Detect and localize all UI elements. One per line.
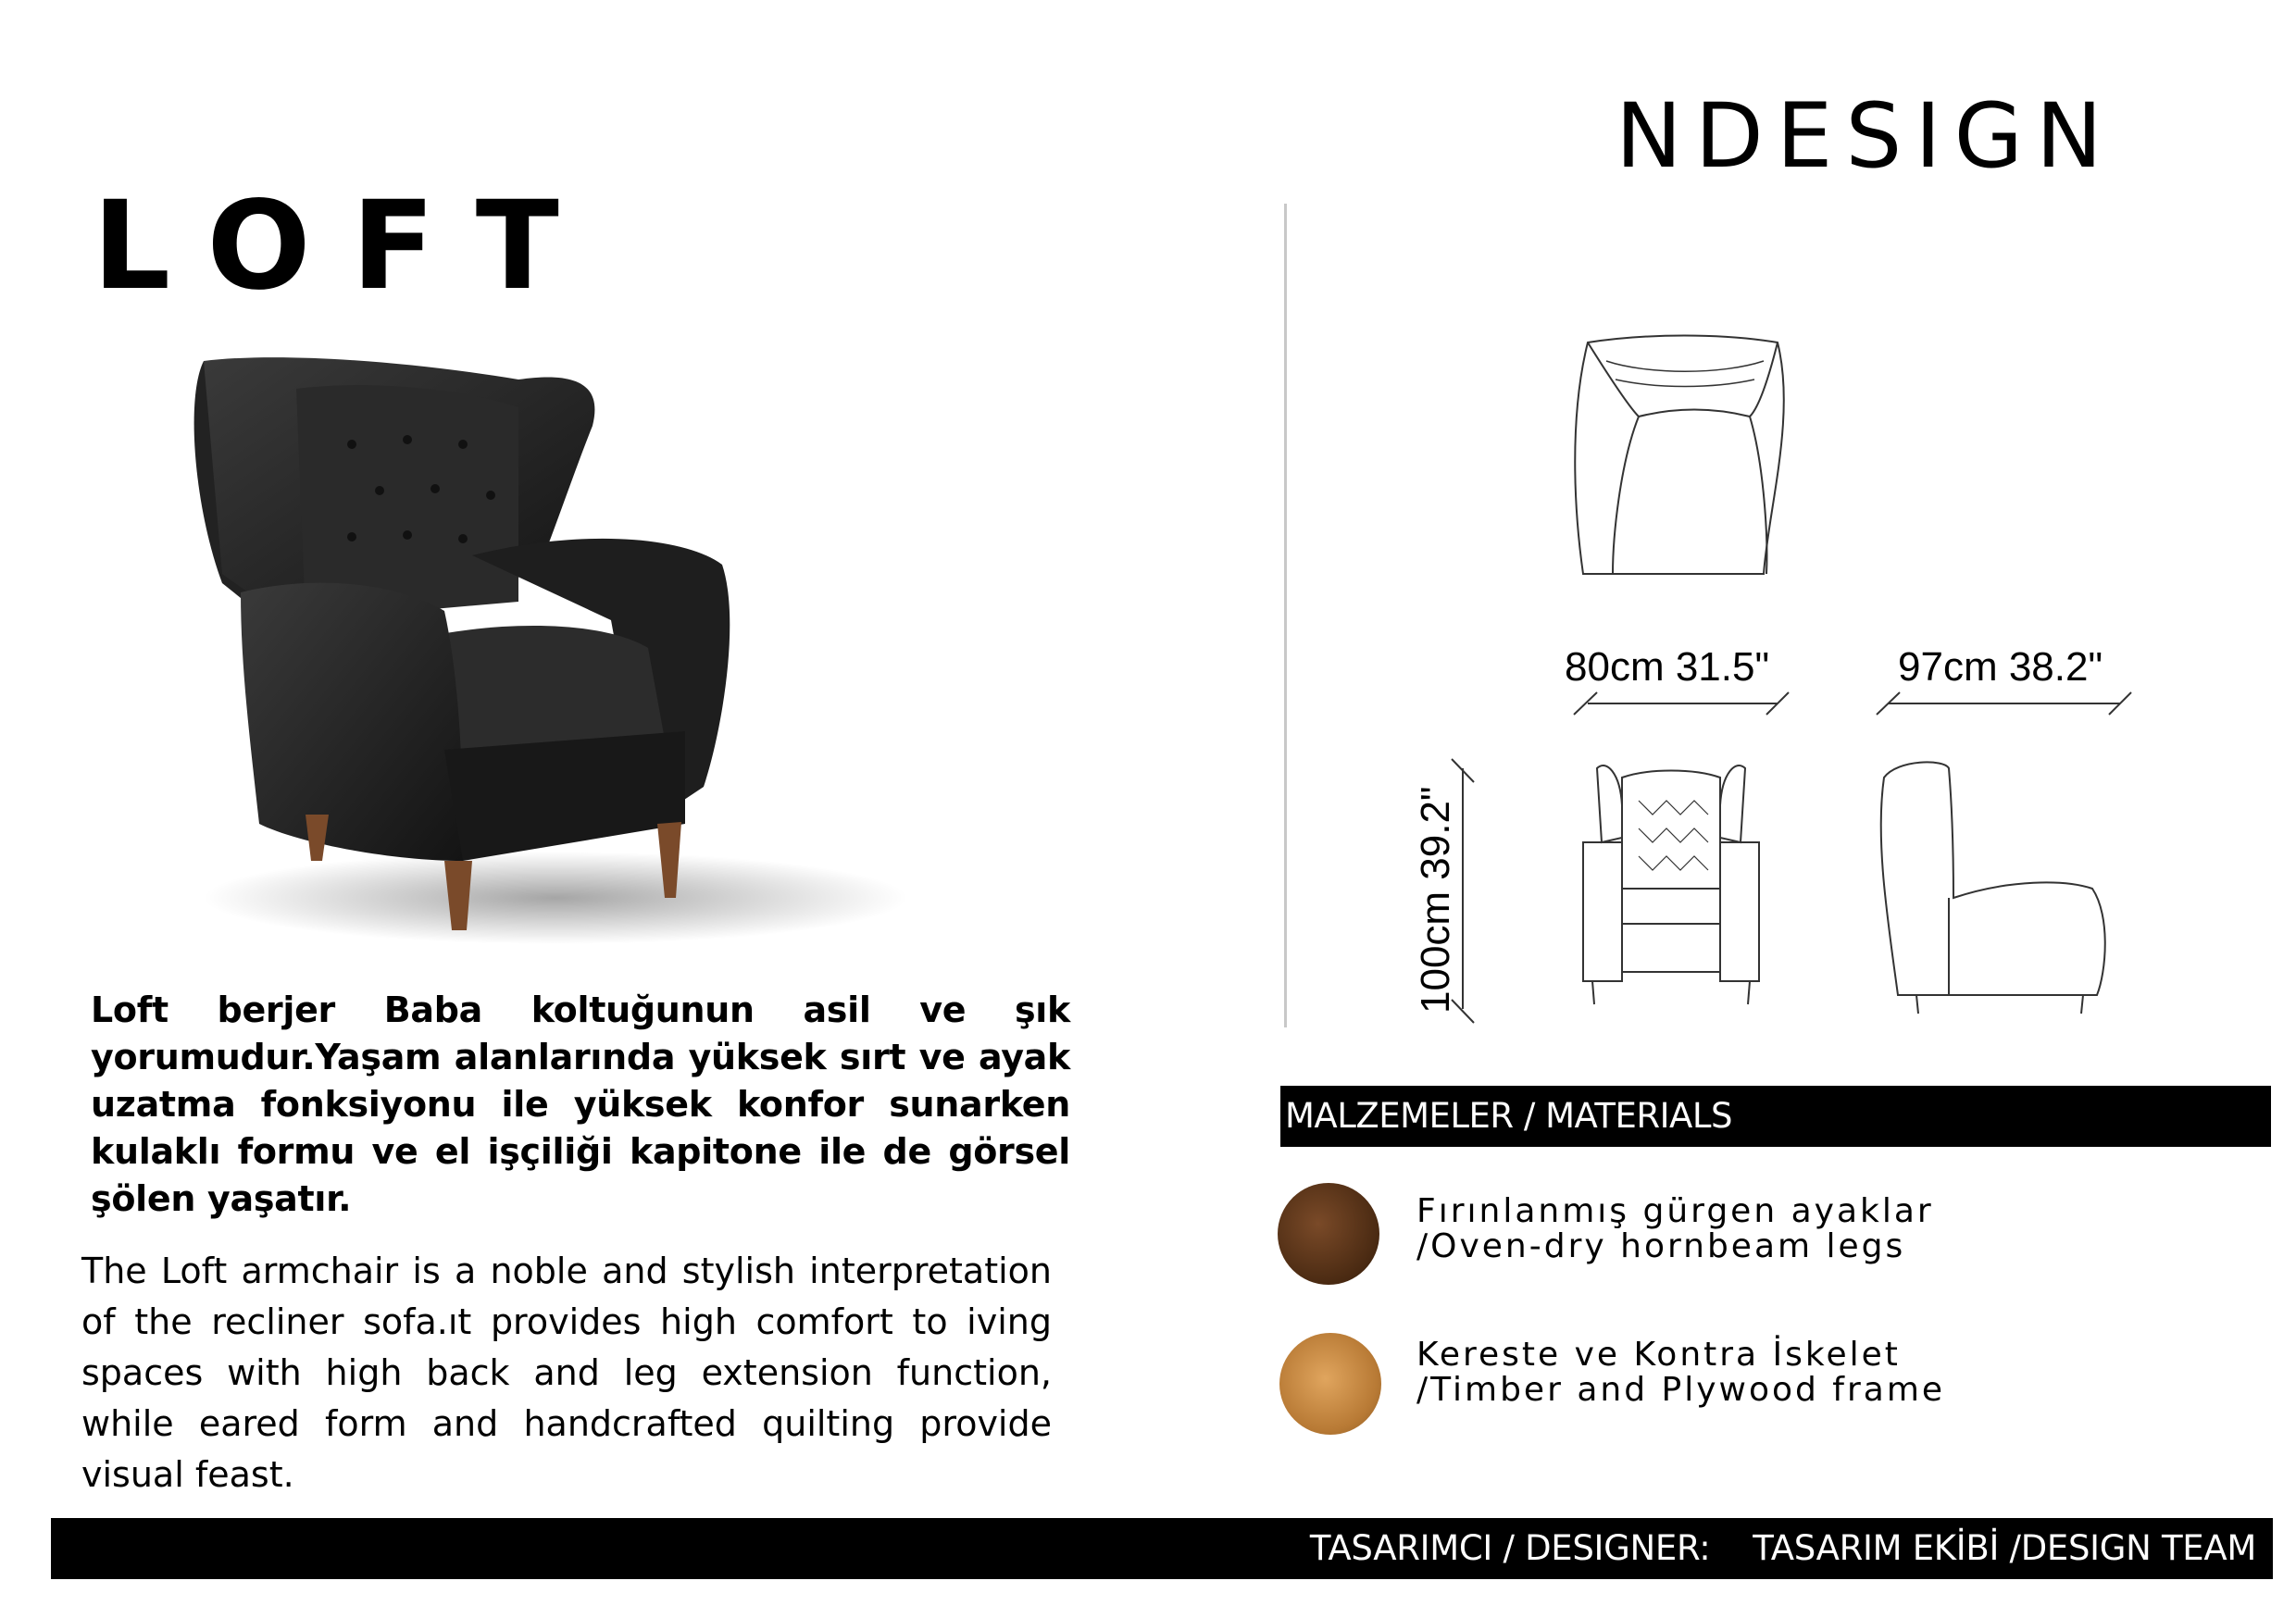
hornbeam-wood-swatch [1278, 1183, 1379, 1285]
description-english: The Loft armchair is a noble and stylish interpretation of the recliner sofa.ıt provides high comfort to iving spaces with high back and leg extension function, while eared form and handcrafted quilting provide visual feast. [81, 1251, 1052, 1495]
designer-label: TASARIMCI / DESIGNER: [1309, 1528, 1711, 1568]
logo-text: NDESIGN [1616, 93, 2115, 185]
width-dimension-line [1574, 692, 1789, 715]
material-legs-line2: /Oven-dry hornbeam legs [1416, 1227, 1906, 1265]
ndesign-logo [1616, 93, 2180, 185]
material-item-frame [1416, 1338, 1945, 1408]
width-label: 80cm 31.5" [1565, 644, 1770, 690]
side-view-drawing [1881, 762, 2105, 1014]
product-title: LOFT [93, 175, 600, 317]
material-legs-line1: Fırınlanmış gürgen ayaklar [1416, 1192, 1934, 1230]
material-frame-line1: Kereste ve Kontra İskelet [1416, 1336, 1901, 1374]
top-view-drawing [1575, 336, 1784, 575]
vertical-divider [1284, 204, 1287, 1027]
armchair-photo [167, 342, 1000, 953]
description-turkish: Loft berjer Baba koltuğunun asil ve şık yorumudur.Yaşam alanlarında yüksek sırt ve ayak uzatma fonksiyonu ile yüksek konfor sunarken kulaklı formu ve el işçiliği kapitone ile de görsel şölen yaşatır. [91, 989, 1070, 1219]
dimension-drawings [1370, 324, 2166, 1037]
height-label: 100cm 39.2" [1413, 786, 1458, 1014]
designer-value: TASARIM EKİBİ /DESIGN TEAM [1753, 1528, 2256, 1568]
depth-label: 97cm 38.2" [1898, 644, 2103, 690]
material-item-legs [1416, 1194, 1934, 1264]
depth-dimension-line [1877, 692, 2131, 715]
timber-wood-swatch [1279, 1333, 1381, 1435]
material-frame-line2: /Timber and Plywood frame [1416, 1371, 1946, 1409]
front-view-drawing [1583, 765, 1759, 1004]
materials-header: MALZEMELER / MATERIALS [1280, 1086, 2271, 1147]
designer-footer [51, 1518, 2273, 1579]
